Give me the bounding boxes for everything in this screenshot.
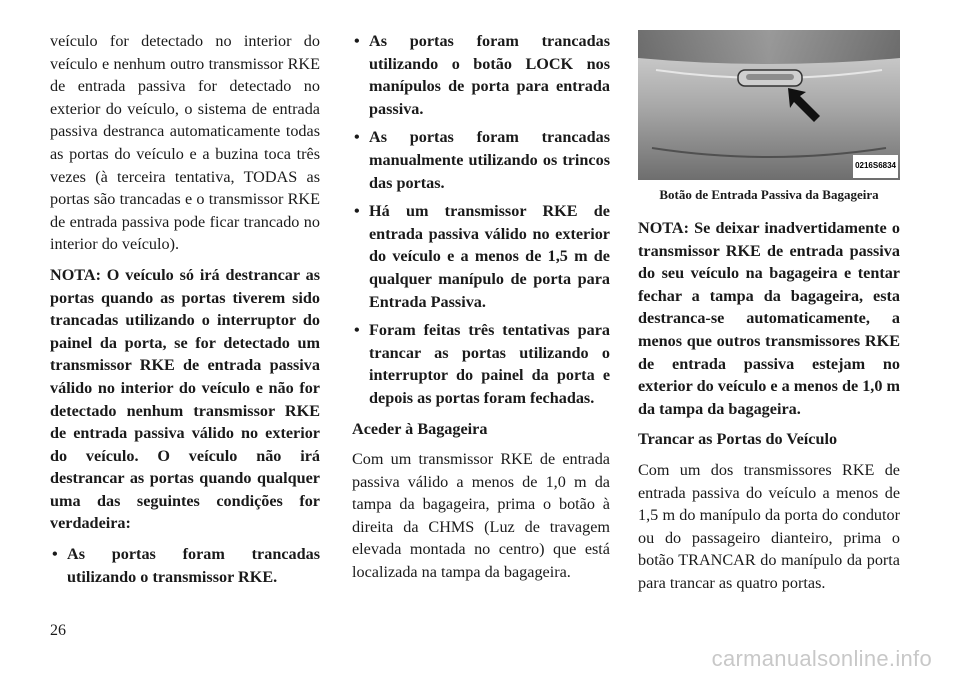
watermark: carmanualsonline.info: [711, 646, 932, 671]
trunk-lid-figure: [638, 30, 900, 180]
left-column: [50, 30, 320, 596]
figure-caption: Botão de Entrada Passiva da Bagageira: [659, 187, 879, 202]
note-paragraph: NOTA: Se deixar inadvertidamente o transmissor RKE de entrada passiva do seu veículo na bagageira e tentar fechar a tampa da bagageira, esta destranca-se automaticamente, a menos que outros transmissores RKE de entrada passiva estejam no exterior do veículo e a menos de 1,0 m da tampa da bagageira.: [638, 219, 900, 418]
list-item: • As portas foram trancadas manualmente utilizando os trincos das portas.: [354, 128, 610, 192]
middle-column: [352, 30, 610, 592]
condition-list: [50, 543, 320, 588]
list-item: • Há um transmissor RKE de entrada passiva válido no exterior do veículo e a menos de 1,5 m de qualquer manípulo de porta para Entrada Passiva.: [354, 202, 610, 311]
section-heading: Aceder à Bagageira: [352, 419, 488, 438]
body-paragraph: Com um transmissor RKE de entrada passiva válido a menos de 1,0 m da tampa da bagageira, prima o botão à direita da CHMS (Luz de travagem elevada montada no centro) que está localizada na tampa da bagageira.: [352, 450, 610, 582]
right-column: [638, 30, 900, 603]
section-heading: Trancar as Portas do Veículo: [638, 430, 838, 449]
body-paragraph: Com um dos transmissores RKE de entrada passiva do veículo a menos de 1,5 m do manípulo da porta do condutor ou do passageiro dianteiro, prima o botão TRANCAR do manípulo da porta para trancar as quatro portas.: [638, 460, 900, 592]
body-paragraph: veículo for detectado no interior do veículo e nenhum outro transmissor RKE de entrada passiva for detectado no exterior do veículo, o sistema de entrada passiva destranca automaticamente todas as portas do veículo e a buzina toca três vezes (à terceira tentativa, TODAS as portas são trancadas e o transmissor RKE de entrada passiva pode ficar trancado no interior do veículo).: [50, 32, 320, 254]
page-number: 26: [50, 622, 66, 639]
list-item: • Foram feitas três tentativas para trancar as portas utilizando o interruptor do painel da porta e depois as portas foram fechadas.: [354, 321, 610, 407]
figure-code: 0216S6834: [853, 155, 898, 178]
note-paragraph: NOTA: O veículo só irá destrancar as portas quando as portas tiverem sido trancadas utilizando o interruptor do painel da porta, se for detectado um transmissor RKE de entrada passiva válido no interior do veículo e não for detectado nenhum transmissor RKE de entrada passiva válido no exterior do veículo. O veículo não irá destrancar as portas quando qualquer uma das seguintes condições for verdadeira:: [50, 265, 320, 533]
list-item: • As portas foram trancadas utilizando o botão LOCK nos manípulos de porta para entrada passiva.: [354, 32, 610, 118]
list-item: • As portas foram trancadas utilizando o transmissor RKE.: [52, 545, 320, 586]
condition-list: [352, 30, 610, 410]
